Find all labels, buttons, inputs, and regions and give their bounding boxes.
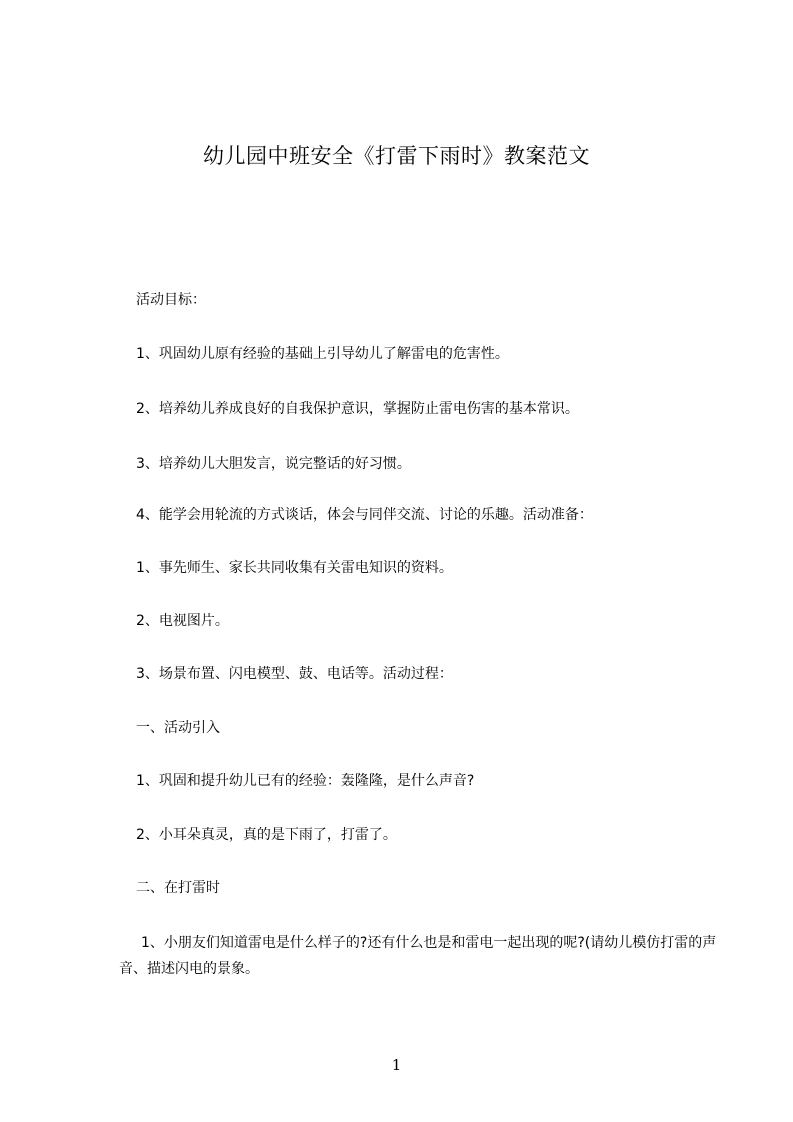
paragraph-prep-2: 2、电视图片。: [136, 613, 229, 629]
paragraph-activity-goals-heading: 活动目标：: [136, 292, 206, 308]
section-heading-during-thunder: 二、在打雷时: [136, 880, 220, 896]
paragraph-goal-2: 2、培养幼儿养成良好的自我保护意识，掌握防止雷电伤害的基本常识。: [136, 401, 579, 417]
paragraph-goal-1: 1、巩固幼儿原有经验的基础上引导幼儿了解雷电的危害性。: [136, 346, 509, 362]
page-number: 1: [391, 1056, 402, 1074]
section-heading-introduction: 一、活动引入: [136, 720, 220, 736]
document-title: 幼儿园中班安全《打雷下雨时》教案范文: [203, 144, 590, 168]
paragraph-intro-1: 1、巩固和提升幼儿已有的经验：轰隆隆，是什么声音?: [136, 773, 475, 789]
paragraph-goal-4: 4、能学会用轮流的方式谈话，体会与同伴交流、讨论的乐趣。活动准备：: [136, 507, 593, 523]
paragraph-prep-3: 3、场景布置、闪电模型、鼓、电话等。活动过程：: [136, 666, 453, 682]
paragraph-prep-1: 1、事先师生、家长共同收集有关雷电知识的资料。: [136, 560, 453, 576]
paragraph-goal-3: 3、培养幼儿大胆发言，说完整话的好习惯。: [136, 456, 411, 472]
paragraph-intro-2: 2、小耳朵真灵，真的是下雨了，打雷了。: [136, 827, 397, 843]
paragraph-thunder-1: 1、小朋友们知道雷电是什么样子的?还有什么也是和雷电一起出现的呢?(请幼儿模仿打雷的声音、描述闪电的景象。: [119, 935, 717, 977]
